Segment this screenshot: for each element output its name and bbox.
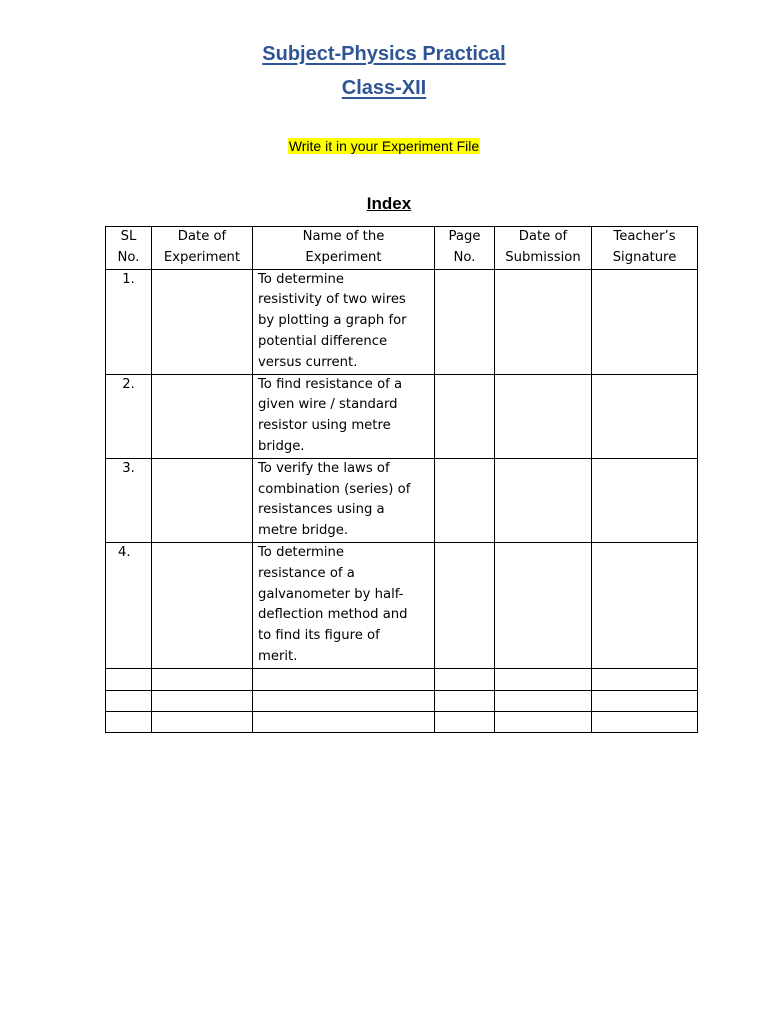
cell-sl-no: 4. <box>106 542 152 668</box>
instruction-note <box>0 138 768 154</box>
cell-date-of-submission <box>495 458 592 542</box>
cell-teacher-signature <box>592 668 698 690</box>
cell-sl-no: 3. <box>106 458 152 542</box>
cell-date-of-experiment <box>152 269 253 374</box>
column-header-page-no: Page No. <box>435 227 495 270</box>
cell-sl-no <box>106 668 152 690</box>
cell-page-no <box>435 458 495 542</box>
cell-experiment-name <box>253 711 435 732</box>
subject-title: Subject-Physics Practical <box>262 43 506 65</box>
column-header-sl-no: SL No. <box>106 227 152 270</box>
cell-date-of-experiment <box>152 711 253 732</box>
table-row <box>106 269 698 374</box>
cell-sl-no: 1. <box>106 269 152 374</box>
cell-experiment-name <box>253 374 435 458</box>
cell-page-no <box>435 269 495 374</box>
cell-date-of-submission <box>495 668 592 690</box>
experiment-name-line: To determine <box>258 271 345 287</box>
experiment-name-line: To find resistance of a <box>258 376 403 392</box>
table-row <box>106 542 698 668</box>
column-header-date-of-experiment: Date of Experiment <box>152 227 253 270</box>
cell-teacher-signature <box>592 458 698 542</box>
cell-date-of-experiment <box>152 458 253 542</box>
cell-sl-no: 2. <box>106 374 152 458</box>
cell-date-of-submission <box>495 542 592 668</box>
cell-date-of-experiment <box>152 374 253 458</box>
table-row <box>106 690 698 711</box>
cell-teacher-signature <box>592 711 698 732</box>
cell-teacher-signature <box>592 690 698 711</box>
cell-experiment-name <box>253 668 435 690</box>
index-heading: Index <box>366 194 412 213</box>
experiment-name-line: To determine <box>258 544 345 560</box>
cell-date-of-submission <box>495 690 592 711</box>
column-header-experiment-name: Name of the Experiment <box>253 227 435 270</box>
column-header-teacher-signature: Teacher’s Signature <box>592 227 698 270</box>
cell-experiment-name <box>253 542 435 668</box>
cell-experiment-name <box>253 690 435 711</box>
cell-date-of-experiment <box>152 542 253 668</box>
experiment-name-line: versus current. <box>258 354 358 370</box>
experiment-name-line: merit. <box>258 648 298 664</box>
cell-page-no <box>435 668 495 690</box>
experiment-name-line: combination (series) of <box>258 481 411 497</box>
experiment-name-line: metre bridge. <box>258 523 349 539</box>
experiment-name-line: To verify the laws of <box>258 460 390 476</box>
experiment-name-line: resistances using a <box>258 502 385 518</box>
table-row <box>106 711 698 732</box>
highlighted-note: Write it in your Experiment File <box>288 138 480 154</box>
cell-date-of-experiment <box>152 668 253 690</box>
experiment-name-line: potential difference <box>258 333 388 349</box>
cell-teacher-signature <box>592 542 698 668</box>
table-row <box>106 374 698 458</box>
experiment-name-line: resistor using metre <box>258 418 391 434</box>
table-header-row <box>106 227 698 270</box>
cell-date-of-submission <box>495 374 592 458</box>
cell-sl-no <box>106 711 152 732</box>
cell-teacher-signature <box>592 269 698 374</box>
cell-page-no <box>435 542 495 668</box>
cell-date-of-experiment <box>152 690 253 711</box>
cell-page-no <box>435 711 495 732</box>
cell-page-no <box>435 690 495 711</box>
experiment-name-line: galvanometer by half- <box>258 586 404 602</box>
column-header-date-of-submission: Date of Submission <box>495 227 592 270</box>
cell-experiment-name <box>253 458 435 542</box>
table-row <box>106 668 698 690</box>
experiment-name-line: by plotting a graph for <box>258 313 407 329</box>
cell-page-no <box>435 374 495 458</box>
experiment-name-line: given wire / standard <box>258 397 398 413</box>
experiment-name-line: resistance of a <box>258 565 355 581</box>
experiment-name-line: to find its figure of <box>258 628 380 644</box>
cell-experiment-name <box>253 269 435 374</box>
experiment-name-line: bridge. <box>258 438 305 454</box>
cell-date-of-submission <box>495 711 592 732</box>
table-row <box>106 458 698 542</box>
cell-teacher-signature <box>592 374 698 458</box>
experiment-name-line: deflection method and <box>258 607 408 623</box>
class-title: Class-XII <box>341 77 427 99</box>
experiment-name-line: resistivity of two wires <box>258 292 406 308</box>
cell-date-of-submission <box>495 269 592 374</box>
cell-sl-no <box>106 690 152 711</box>
index-table <box>105 226 698 733</box>
